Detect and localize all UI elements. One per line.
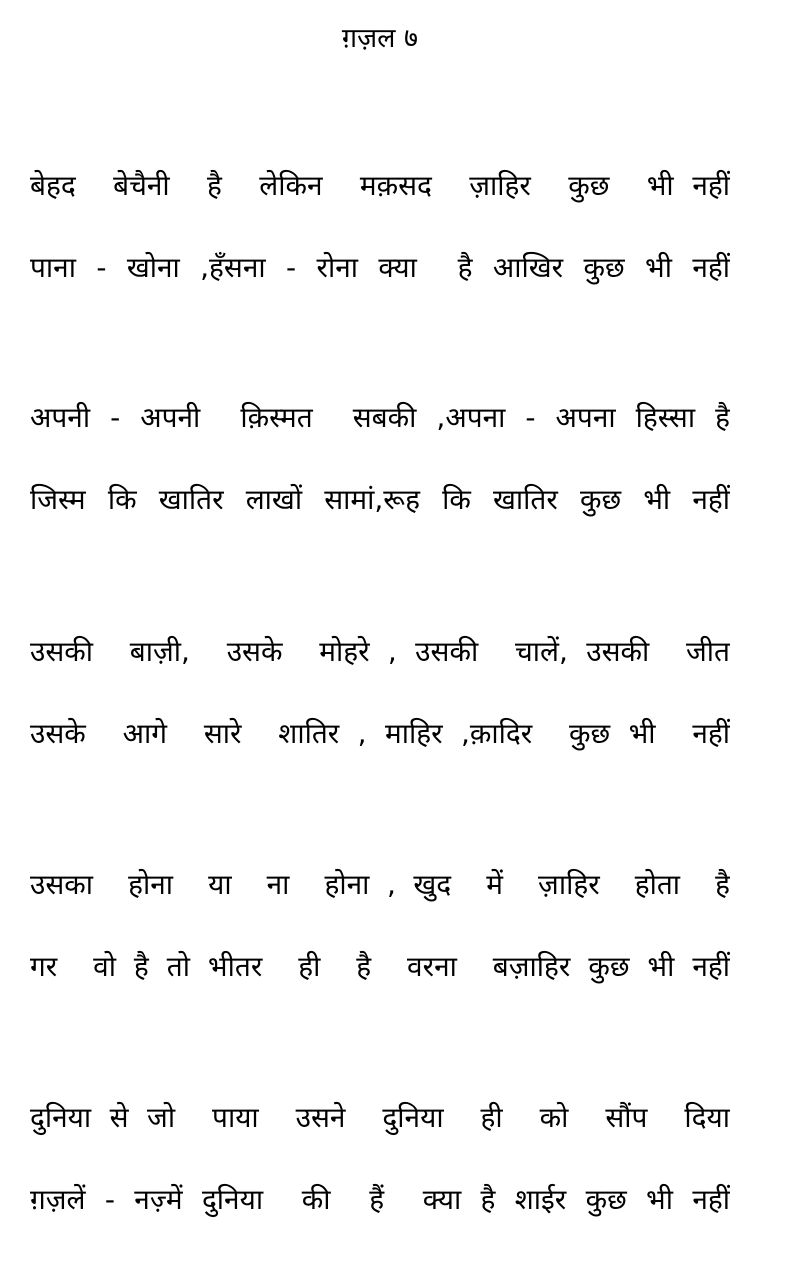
stanza-3-line-2: उसके आगे सारे शातिर , माहिर ,क़ादिर कुछ भी नहीं xyxy=(30,717,730,750)
stanza-4-line-2: गर वो है तो भीतर ही है वरना बज़ाहिर कुछ भी नहीं xyxy=(30,950,730,983)
poem-title: ग़ज़ल ७ xyxy=(341,23,419,54)
stanza-1-line-2: पाना - खोना ,हँसना - रोना क्या है आखिर कुछ भी नहीं xyxy=(30,251,730,284)
stanza-2-line-2: जिस्म कि खातिर लाखों सामां,रूह कि खातिर कुछ भी नहीं xyxy=(30,483,730,516)
stanza-4-line-1: उसका होना या ना होना , खुद में ज़ाहिर होता है xyxy=(30,868,730,901)
stanza-5-line-2: ग़ज़लें - नज़्में दुनिया की हैं क्या है शाईर कुछ भी नहीं xyxy=(30,1183,730,1216)
stanza-1-line-1: बेहद बेचैनी है लेकिन मक़सद ज़ाहिर कुछ भी नहीं xyxy=(30,169,730,202)
stanza-5-line-1: दुनिया से जो पाया उसने दुनिया ही को सौंप दिया xyxy=(30,1101,730,1134)
stanza-2-line-1: अपनी - अपनी क़िस्मत सबकी ,अपना - अपना हिस्सा है xyxy=(30,401,730,434)
stanza-3-line-1: उसकी बाज़ी, उसके मोहरे , उसकी चालें, उसकी जीत xyxy=(30,635,730,668)
